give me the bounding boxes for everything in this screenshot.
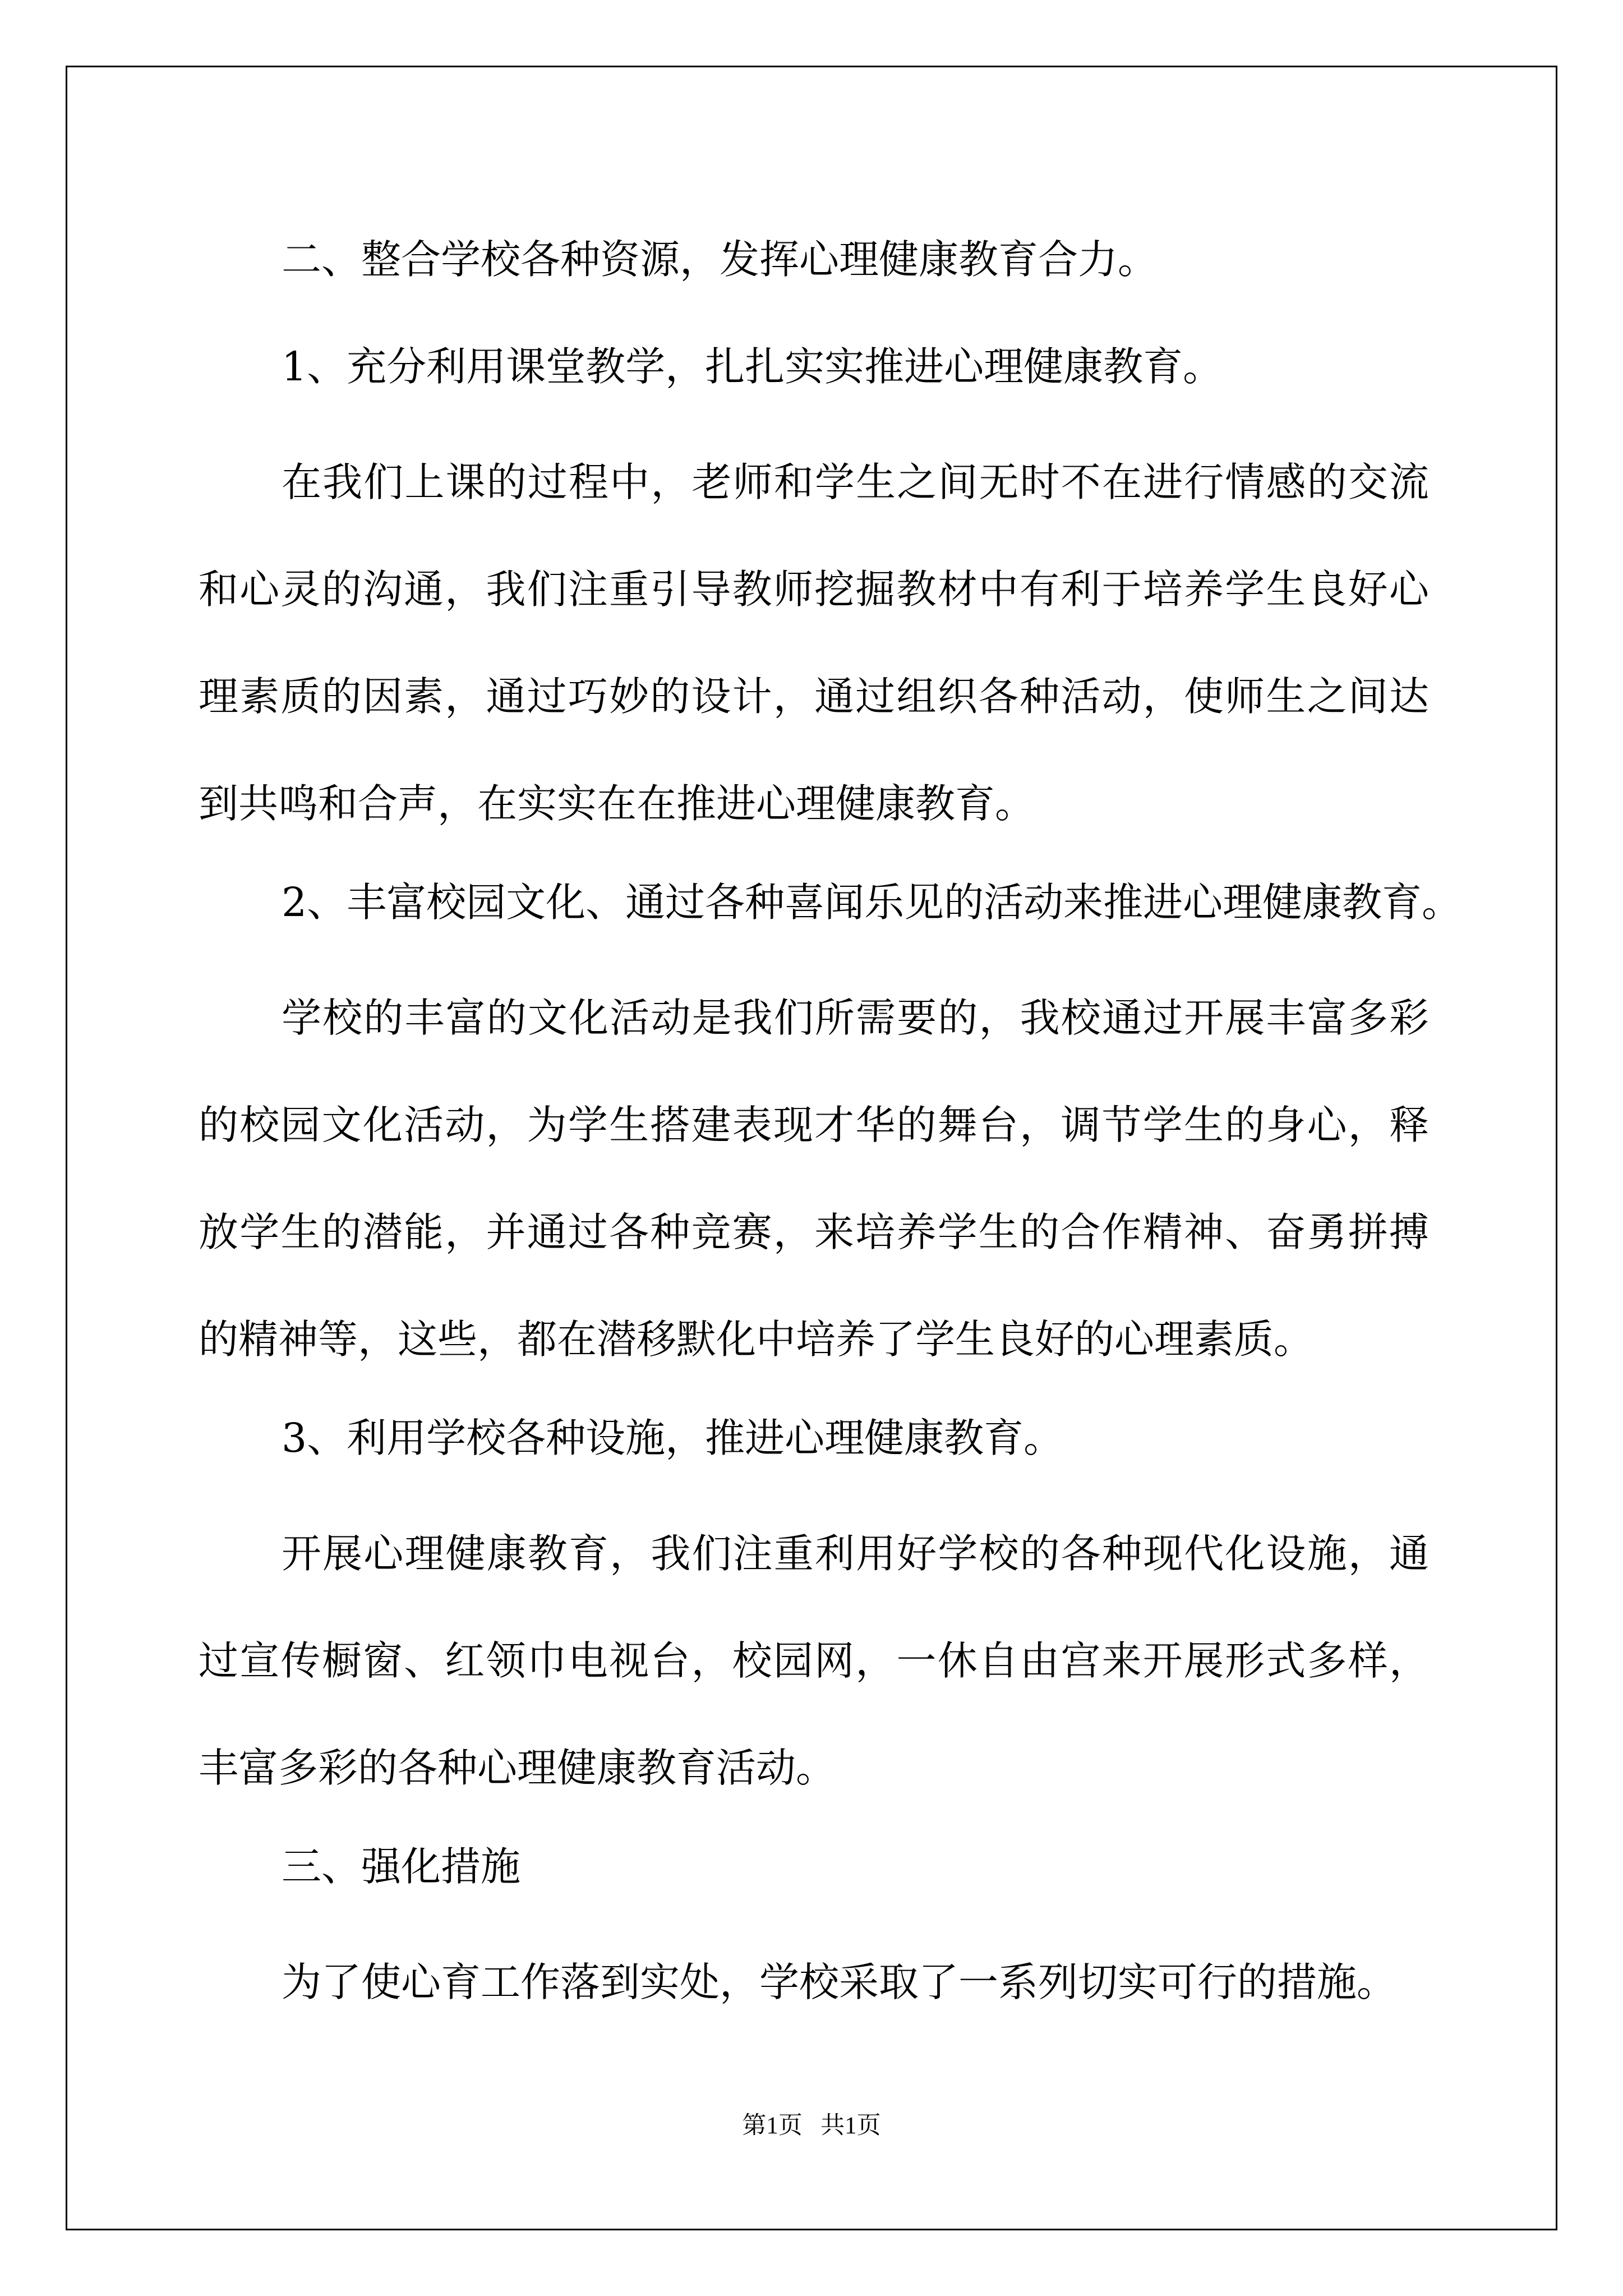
page-number-footer: 第1页 共1页 xyxy=(742,2113,881,2139)
body-paragraph-4: 为了使心育工作落到实处，学校采取了一系列切实可行的措施。 xyxy=(282,1959,1397,2005)
subheading-2: 2、丰富校园文化、通过各种喜闻乐见的活动来推进心理健康教育。 xyxy=(282,879,1462,926)
section-heading-3: 三、强化措施 xyxy=(282,1843,521,1890)
section-heading-2: 二、整合学校各种资源，发挥心理健康教育合力。 xyxy=(282,236,1158,283)
body-paragraph-2: 学校的丰富的文化活动是我们所需要的，我校通过开展丰富多彩的校园文化活动，为学生搭建表现才华的舞台，调节学生的身心，释放学生的潜能，并通过各种竞赛，来培养学生的合作精神、奋勇拼搏的精神等，这些，都在潜移默化中培养了学生良好的心理素质。 xyxy=(199,995,1429,1363)
body-paragraph-1: 在我们上课的过程中，老师和学生之间无时不在进行情感的交流和心灵的沟通，我们注重引导教师挖掘教材中有利于培养学生良好心理素质的因素，通过巧妙的设计，通过组织各种活动，使师生之间达到共鸣和合声，在实实在在推进心理健康教育。 xyxy=(199,459,1429,827)
subheading-1: 1、充分利用课堂教学，扎扎实实推进心理健康教育。 xyxy=(282,343,1223,390)
subheading-3: 3、利用学校各种设施，推进心理健康教育。 xyxy=(282,1415,1064,1461)
document-body xyxy=(199,214,1462,2036)
body-paragraph-3: 开展心理健康教育，我们注重利用好学校的各种现代化设施，通过宣传橱窗、红领巾电视台，校园网，一休自由宫来开展形式多样，丰富多彩的各种心理健康教育活动。 xyxy=(199,1530,1429,1791)
